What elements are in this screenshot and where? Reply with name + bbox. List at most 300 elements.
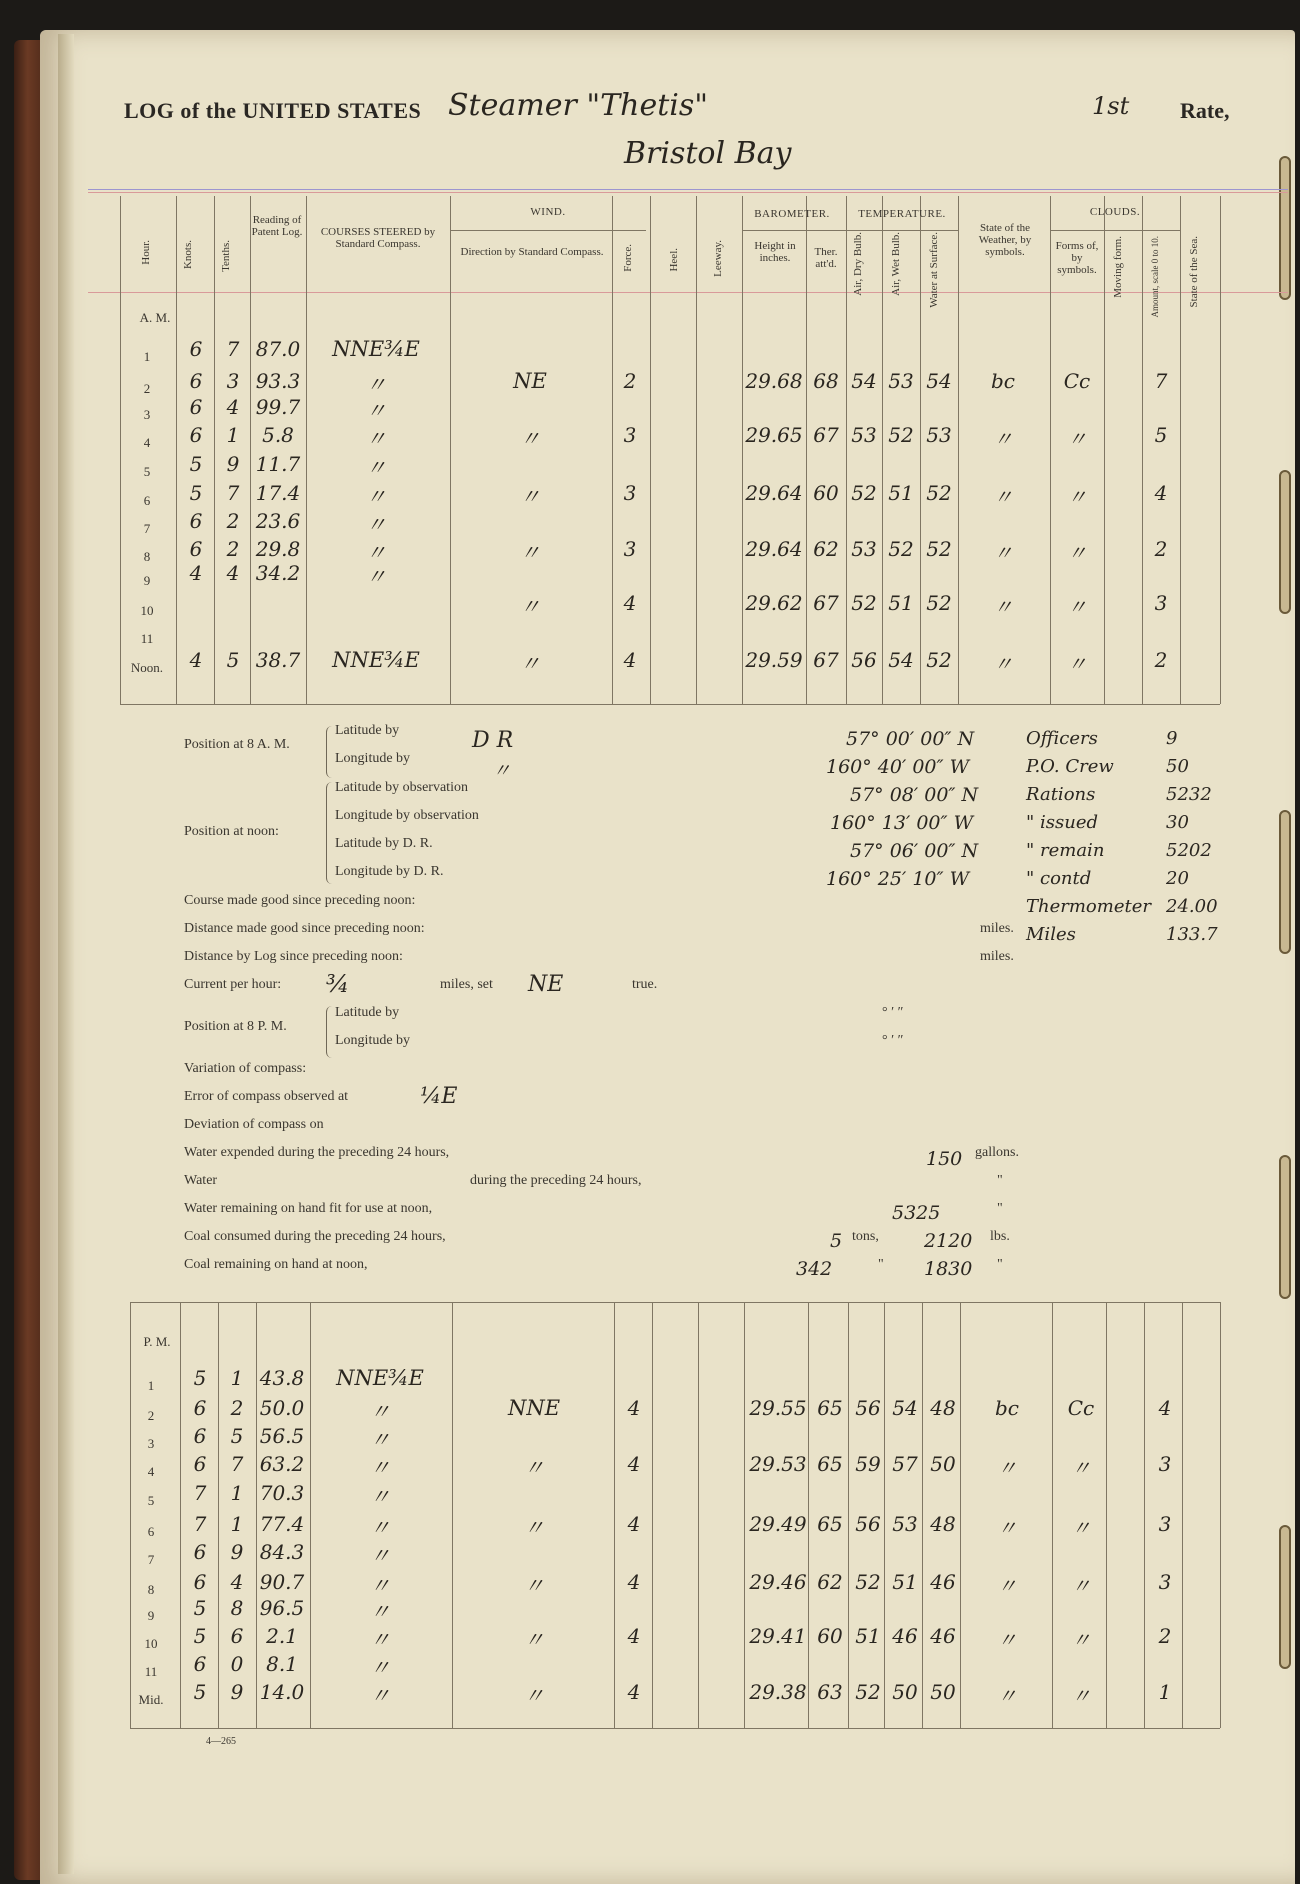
grid-line — [1180, 196, 1181, 704]
pm-tenths-cell: 9 — [230, 1680, 244, 1704]
margin-note-label: P.O. Crew — [1026, 756, 1114, 777]
am-wet-cell: 52 — [888, 423, 914, 447]
grid-line — [120, 196, 121, 704]
am-water-cell: 52 — [926, 648, 952, 672]
pm-log-cell: 14.0 — [259, 1680, 305, 1704]
am-log-cell: 87.0 — [255, 337, 301, 361]
grid-line — [744, 1302, 745, 1728]
pm-log-cell: 96.5 — [259, 1596, 305, 1620]
pm-hour-cell: 10 — [144, 1636, 158, 1651]
pm-force-cell: 4 — [627, 1396, 641, 1420]
lon-dr-value: 160° 25′ 10″ W — [826, 868, 970, 890]
temperature-group-header: TEMPERATURE. — [858, 208, 946, 220]
pm-course-cell: 〃 — [369, 1456, 391, 1480]
pm-force-cell: 4 — [627, 1680, 641, 1704]
grid-line — [698, 1302, 699, 1728]
pm-log-cell: 70.3 — [259, 1481, 305, 1505]
am-tenths-cell: 5 — [226, 648, 240, 672]
am-force-cell: 4 — [623, 648, 637, 672]
pm-amount-cell: 3 — [1158, 1570, 1172, 1594]
pm-forms-cell: 〃 — [1071, 1456, 1091, 1480]
lon-by-method: 〃 — [492, 760, 512, 782]
pm-dry-cell: 52 — [855, 1570, 881, 1594]
lon-by-label: Longitude by — [335, 751, 411, 766]
air-wet-header: Air, Wet Bulb. — [890, 232, 902, 296]
grid-line — [214, 196, 215, 704]
tons-unit: tons, — [852, 1229, 879, 1244]
wind-group-header: WIND. — [530, 206, 566, 218]
am-weather-cell: 〃 — [993, 485, 1013, 509]
am-ther-cell: 60 — [813, 481, 839, 505]
am-course-cell: 〃 — [365, 456, 387, 480]
am-weather-cell: bc — [990, 369, 1015, 393]
lat-by-label: Latitude by — [335, 723, 400, 738]
lat-dr-label: Latitude by D. R. — [335, 836, 433, 851]
margin-note-value: 24.00 — [1166, 896, 1218, 917]
am-course-cell: 〃 — [365, 427, 387, 451]
pm-course-cell: 〃 — [369, 1516, 391, 1540]
grid-line — [612, 196, 613, 704]
am-ther-cell: 62 — [813, 537, 839, 561]
pm-dry-cell: 56 — [855, 1396, 881, 1420]
pm-tenths-cell: 9 — [230, 1540, 244, 1564]
pm-tenths-cell: 7 — [230, 1452, 244, 1476]
pm-wind-cell: 〃 — [523, 1456, 545, 1480]
pm-wet-cell: 46 — [892, 1624, 918, 1648]
pm-course-cell: 〃 — [369, 1684, 391, 1708]
am-log-cell: 34.2 — [255, 561, 301, 585]
grid-line — [450, 230, 646, 231]
baro-height-header: Height in inches. — [754, 240, 796, 264]
pm-hour-cell: 1 — [147, 1378, 155, 1393]
pm-dry-cell: 52 — [855, 1680, 881, 1704]
pm-amount-cell: 3 — [1158, 1512, 1172, 1536]
miles-unit: miles. — [980, 921, 1014, 936]
margin-note-value: 133.7 — [1166, 924, 1218, 945]
am-log-cell: 29.8 — [255, 537, 301, 561]
am-course-cell: 〃 — [365, 373, 387, 397]
water-label-b: during the preceding 24 hours, — [470, 1173, 642, 1188]
pm-force-cell: 4 — [627, 1512, 641, 1536]
patent-log-header: Reading of Patent Log. — [251, 214, 303, 238]
cloud-forms-header: Forms of, by symbols. — [1055, 240, 1099, 276]
baro-ther-header: Ther. att'd. — [814, 246, 838, 270]
coal-remaining-label: Coal remaining on hand at noon, — [184, 1257, 368, 1272]
am-forms-cell: 〃 — [1067, 541, 1087, 565]
pm-label: P. M. — [143, 1334, 171, 1349]
pm-amount-cell: 1 — [1158, 1680, 1172, 1704]
am-tenths-cell: 2 — [226, 537, 240, 561]
pm-course-cell: 〃 — [369, 1544, 391, 1568]
am-dry-cell: 56 — [851, 648, 877, 672]
brace — [326, 1006, 333, 1058]
pm-tenths-cell: 4 — [230, 1570, 244, 1594]
clouds-group-header: CLOUDS. — [1089, 206, 1141, 218]
pm-wind-cell: 〃 — [523, 1574, 545, 1598]
am-force-cell: 3 — [623, 423, 637, 447]
lat-obs-value: 57° 08′ 00″ N — [850, 784, 979, 806]
grid-line — [846, 196, 847, 704]
am-force-cell: 2 — [623, 369, 637, 393]
grid-line — [650, 196, 651, 704]
am-knots-cell: 6 — [189, 423, 203, 447]
pm-forms-cell: 〃 — [1071, 1516, 1091, 1540]
pos-noon-label: Position at noon: — [184, 824, 279, 839]
pm-weather-cell: 〃 — [997, 1574, 1017, 1598]
pm-baro-cell: 29.46 — [749, 1570, 807, 1594]
grid-line — [1050, 230, 1180, 231]
lon-obs-value: 160° 13′ 00″ W — [830, 812, 974, 834]
error-label: Error of compass observed at — [184, 1089, 349, 1104]
am-hour-cell: 3 — [143, 407, 151, 422]
grid-line — [1220, 196, 1221, 704]
grid-line — [452, 1302, 453, 1728]
pm-log-cell: 63.2 — [259, 1452, 305, 1476]
am-log-cell: 99.7 — [255, 395, 301, 419]
am-dry-cell: 53 — [851, 423, 877, 447]
am-hour-cell: Noon. — [130, 660, 164, 675]
leeway-header: Leeway. — [712, 240, 724, 277]
am-forms-cell: 〃 — [1067, 595, 1087, 619]
binder-ring — [1279, 1525, 1291, 1669]
pm-course-cell: 〃 — [369, 1628, 391, 1652]
am-force-cell: 4 — [623, 591, 637, 615]
brace — [326, 782, 333, 884]
pm-baro-cell: 29.41 — [749, 1624, 807, 1648]
pm-log-cell: 77.4 — [259, 1512, 305, 1536]
pm-forms-cell: 〃 — [1071, 1684, 1091, 1708]
am-knots-cell: 6 — [189, 509, 203, 533]
am-ther-cell: 68 — [813, 369, 839, 393]
grid-line — [742, 196, 743, 704]
force-header: Force. — [622, 244, 634, 272]
am-dry-cell: 52 — [851, 591, 877, 615]
distance-log-label: Distance by Log since preceding noon: — [184, 949, 403, 964]
am-weather-cell: 〃 — [993, 541, 1013, 565]
pm-log-cell: 50.0 — [259, 1396, 305, 1420]
margin-note-label: Officers — [1026, 728, 1098, 749]
pm-ther-cell: 65 — [817, 1452, 843, 1476]
grid-line — [920, 196, 921, 704]
amount-header: Amount, scale 0 to 10. — [1150, 236, 1160, 318]
am-hour-cell: 5 — [143, 464, 151, 479]
pm-wind-cell: 〃 — [523, 1684, 545, 1708]
pm-hour-cell: 3 — [147, 1436, 155, 1451]
binder-ring — [1279, 810, 1291, 954]
margin-note-value: 30 — [1166, 812, 1189, 833]
am-forms-cell: 〃 — [1067, 427, 1087, 451]
margin-note-label: " issued — [1026, 812, 1098, 833]
am-wind-cell: 〃 — [519, 427, 541, 451]
am-log-cell: 11.7 — [255, 452, 301, 476]
am-log-cell: 17.4 — [255, 481, 301, 505]
am-knots-cell: 6 — [189, 337, 203, 361]
air-dry-header: Air, Dry Bulb. — [852, 232, 864, 296]
current-label: Current per hour: — [184, 977, 282, 992]
pm-knots-cell: 7 — [193, 1481, 207, 1505]
grid-line — [130, 1302, 1220, 1303]
pm-water-cell: 46 — [930, 1570, 956, 1594]
am-hour-cell: 1 — [143, 349, 151, 364]
current-true: true. — [632, 977, 658, 992]
am-water-cell: 52 — [926, 481, 952, 505]
ditto-mark: " — [878, 1257, 884, 1272]
am-hour-cell: 6 — [143, 493, 151, 508]
pm-wet-cell: 57 — [892, 1452, 918, 1476]
lon-8pm-blank: ° ′ ″ — [882, 1033, 904, 1048]
pm-amount-cell: 2 — [1158, 1624, 1172, 1648]
am-forms-cell: Cc — [1063, 369, 1091, 393]
pm-baro-cell: 29.53 — [749, 1452, 807, 1476]
am-dry-cell: 52 — [851, 481, 877, 505]
pm-forms-cell: Cc — [1067, 1396, 1095, 1420]
pm-knots-cell: 6 — [193, 1424, 207, 1448]
pm-dry-cell: 51 — [855, 1624, 881, 1648]
pm-wet-cell: 53 — [892, 1512, 918, 1536]
am-force-cell: 3 — [623, 481, 637, 505]
grid-line — [1144, 1302, 1145, 1728]
am-log-cell: 23.6 — [255, 509, 301, 533]
pm-baro-cell: 29.55 — [749, 1396, 807, 1420]
pm-course-cell: 〃 — [369, 1574, 391, 1598]
rate-label: Rate, — [1180, 98, 1230, 123]
rate-number: 1st — [1092, 92, 1130, 120]
am-forms-cell: 〃 — [1067, 485, 1087, 509]
header-rule — [88, 192, 1288, 193]
pm-course-cell: 〃 — [369, 1428, 391, 1452]
pm-knots-cell: 5 — [193, 1680, 207, 1704]
pm-ther-cell: 63 — [817, 1680, 843, 1704]
am-amount-cell: 4 — [1154, 481, 1168, 505]
course-made-label: Course made good since preceding noon: — [184, 893, 416, 908]
binder-ring — [1279, 470, 1291, 614]
lat-obs-label: Latitude by observation — [335, 780, 468, 795]
pm-course-cell: NNE¾E — [336, 1366, 424, 1390]
pm-hour-cell: 4 — [147, 1464, 155, 1479]
pm-dry-cell: 59 — [855, 1452, 881, 1476]
am-baro-cell: 29.62 — [745, 591, 803, 615]
ditto-mark: " — [997, 1201, 1003, 1216]
grid-line — [1220, 1302, 1221, 1728]
grid-line — [696, 196, 697, 704]
grid-line — [1104, 196, 1105, 704]
lbs-unit: lbs. — [990, 1229, 1010, 1244]
pm-wet-cell: 50 — [892, 1680, 918, 1704]
pm-baro-cell: 29.38 — [749, 1680, 807, 1704]
pm-knots-cell: 6 — [193, 1570, 207, 1594]
am-wet-cell: 54 — [888, 648, 914, 672]
water-remaining-label: Water remaining on hand fit for use at noon, — [184, 1201, 433, 1216]
am-baro-cell: 29.59 — [745, 648, 803, 672]
grid-line — [130, 1728, 1220, 1729]
lon-by-label-pm: Longitude by — [335, 1033, 411, 1048]
distance-made-label: Distance made good since preceding noon: — [184, 921, 425, 936]
am-baro-cell: 29.68 — [745, 369, 803, 393]
am-course-cell: 〃 — [365, 485, 387, 509]
pm-dry-cell: 56 — [855, 1512, 881, 1536]
am-amount-cell: 5 — [1154, 423, 1168, 447]
pm-weather-cell: 〃 — [997, 1516, 1017, 1540]
water-remaining-value: 5325 — [892, 1202, 941, 1224]
margin-note-value: 20 — [1166, 868, 1189, 889]
coal-consumed-lbs: 2120 — [924, 1230, 973, 1252]
coal-consumed-tons: 5 — [830, 1230, 843, 1252]
am-hour-cell: 4 — [143, 435, 151, 450]
grid-line — [120, 704, 1220, 705]
am-tenths-cell: 3 — [226, 369, 240, 393]
margin-note-label: Thermometer — [1026, 896, 1151, 917]
pm-ther-cell: 60 — [817, 1624, 843, 1648]
current-mid: miles, set — [440, 977, 493, 992]
deviation-label: Deviation of compass on — [184, 1117, 324, 1132]
am-wind-cell: 〃 — [519, 652, 541, 676]
margin-note-label: " remain — [1026, 840, 1105, 861]
tenths-header: Tenths. — [220, 240, 232, 272]
pm-weather-cell: bc — [994, 1396, 1019, 1420]
pm-force-cell: 4 — [627, 1570, 641, 1594]
am-amount-cell: 2 — [1154, 648, 1168, 672]
wind-direction-header: Direction by Standard Compass. — [460, 246, 604, 258]
grid-line — [176, 196, 177, 704]
am-tenths-cell: 4 — [226, 395, 240, 419]
place-name: Bristol Bay — [624, 136, 792, 171]
lat-by-label-pm: Latitude by — [335, 1005, 400, 1020]
sea-header: State of the Sea. — [1188, 236, 1200, 308]
pm-wind-cell: 〃 — [523, 1516, 545, 1540]
pm-tenths-cell: 1 — [230, 1512, 244, 1536]
lat-by-method: D R — [472, 728, 514, 753]
pm-water-cell: 48 — [930, 1396, 956, 1420]
pm-force-cell: 4 — [627, 1624, 641, 1648]
am-water-cell: 52 — [926, 591, 952, 615]
pm-ther-cell: 65 — [817, 1512, 843, 1536]
pm-log-cell: 8.1 — [266, 1652, 298, 1676]
pm-baro-cell: 29.49 — [749, 1512, 807, 1536]
gallons-unit: gallons. — [975, 1145, 1019, 1160]
pm-log-cell: 56.5 — [259, 1424, 305, 1448]
am-water-cell: 52 — [926, 537, 952, 561]
am-tenths-cell: 7 — [226, 481, 240, 505]
pm-knots-cell: 5 — [193, 1366, 207, 1390]
margin-note-label: Miles — [1026, 924, 1076, 945]
water-expended-label: Water expended during the preceding 24 hours, — [184, 1145, 450, 1160]
am-course-cell: NNE¾E — [332, 337, 420, 361]
am-knots-cell: 4 — [189, 648, 203, 672]
grid-line — [250, 196, 251, 704]
am-wet-cell: 51 — [888, 591, 914, 615]
pm-course-cell: 〃 — [369, 1656, 391, 1680]
am-ther-cell: 67 — [813, 648, 839, 672]
am-amount-cell: 3 — [1154, 591, 1168, 615]
pm-wind-cell: 〃 — [523, 1628, 545, 1652]
margin-note-label: " contd — [1026, 868, 1092, 889]
pm-hour-cell: 9 — [147, 1608, 155, 1623]
pm-forms-cell: 〃 — [1071, 1574, 1091, 1598]
am-knots-cell: 5 — [189, 481, 203, 505]
ditto-mark: " — [997, 1173, 1003, 1188]
grid-line — [806, 196, 807, 704]
brace — [326, 726, 333, 778]
am-amount-cell: 2 — [1154, 537, 1168, 561]
am-dry-cell: 53 — [851, 537, 877, 561]
am-course-cell: 〃 — [365, 541, 387, 565]
pos-8am-label: Position at 8 A. M. — [184, 737, 290, 752]
margin-note-value: 5232 — [1166, 784, 1212, 805]
lon-dr-label: Longitude by D. R. — [335, 864, 444, 879]
pm-hour-cell: Mid. — [138, 1692, 164, 1707]
am-amount-cell: 7 — [1154, 369, 1168, 393]
am-ther-cell: 67 — [813, 591, 839, 615]
pm-log-cell: 2.1 — [266, 1624, 298, 1648]
am-hour-cell: 10 — [140, 603, 154, 618]
coal-consumed-label: Coal consumed during the preceding 24 hours, — [184, 1229, 446, 1244]
pm-ther-cell: 65 — [817, 1396, 843, 1420]
am-wind-cell: 〃 — [519, 541, 541, 565]
am-tenths-cell: 7 — [226, 337, 240, 361]
pm-knots-cell: 6 — [193, 1652, 207, 1676]
courses-header: COURSES STEERED by Standard Compass. — [320, 226, 436, 250]
pm-water-cell: 50 — [930, 1680, 956, 1704]
pm-hour-cell: 7 — [147, 1552, 155, 1567]
header-rule — [88, 189, 1288, 190]
lat-8am-value: 57° 00′ 00″ N — [846, 728, 975, 750]
pm-force-cell: 4 — [627, 1452, 641, 1476]
pm-hour-cell: 11 — [144, 1664, 158, 1679]
am-knots-cell: 6 — [189, 537, 203, 561]
am-wind-cell: 〃 — [519, 485, 541, 509]
moving-header: Moving form. — [1112, 236, 1124, 298]
pm-wet-cell: 54 — [892, 1396, 918, 1420]
pm-tenths-cell: 5 — [230, 1424, 244, 1448]
pm-knots-cell: 5 — [193, 1624, 207, 1648]
margin-note-value: 50 — [1166, 756, 1189, 777]
am-course-cell: NNE¾E — [332, 648, 420, 672]
log-title: LOG of the UNITED STATES — [124, 98, 422, 123]
pm-water-cell: 50 — [930, 1452, 956, 1476]
grid-line — [1052, 1302, 1053, 1728]
am-tenths-cell: 4 — [226, 561, 240, 585]
am-weather-cell: 〃 — [993, 652, 1013, 676]
pm-knots-cell: 7 — [193, 1512, 207, 1536]
pm-tenths-cell: 6 — [230, 1624, 244, 1648]
pm-forms-cell: 〃 — [1071, 1628, 1091, 1652]
am-weather-cell: 〃 — [993, 427, 1013, 451]
margin-note-value: 5202 — [1166, 840, 1212, 861]
margin-note-value: 9 — [1166, 728, 1178, 749]
binder-ring — [1279, 156, 1291, 300]
pm-weather-cell: 〃 — [997, 1684, 1017, 1708]
am-course-cell: 〃 — [365, 399, 387, 423]
pm-course-cell: 〃 — [369, 1400, 391, 1424]
am-hour-cell: 8 — [143, 549, 151, 564]
am-label: A. M. — [139, 310, 171, 325]
hour-header: Hour. — [140, 240, 152, 265]
pm-tenths-cell: 1 — [230, 1481, 244, 1505]
pm-knots-cell: 5 — [193, 1596, 207, 1620]
am-ther-cell: 67 — [813, 423, 839, 447]
pm-water-cell: 46 — [930, 1624, 956, 1648]
am-course-cell: 〃 — [365, 565, 387, 589]
pm-water-cell: 48 — [930, 1512, 956, 1536]
am-wind-cell: 〃 — [519, 595, 541, 619]
binder-ring — [1279, 1155, 1291, 1299]
pm-log-cell: 90.7 — [259, 1570, 305, 1594]
pm-log-cell: 43.8 — [259, 1366, 305, 1390]
margin-note-label: Rations — [1026, 784, 1096, 805]
lat-dr-value: 57° 06′ 00″ N — [850, 840, 979, 862]
water-expended-value: 150 — [926, 1148, 963, 1170]
current-value: ¾ — [326, 970, 350, 998]
